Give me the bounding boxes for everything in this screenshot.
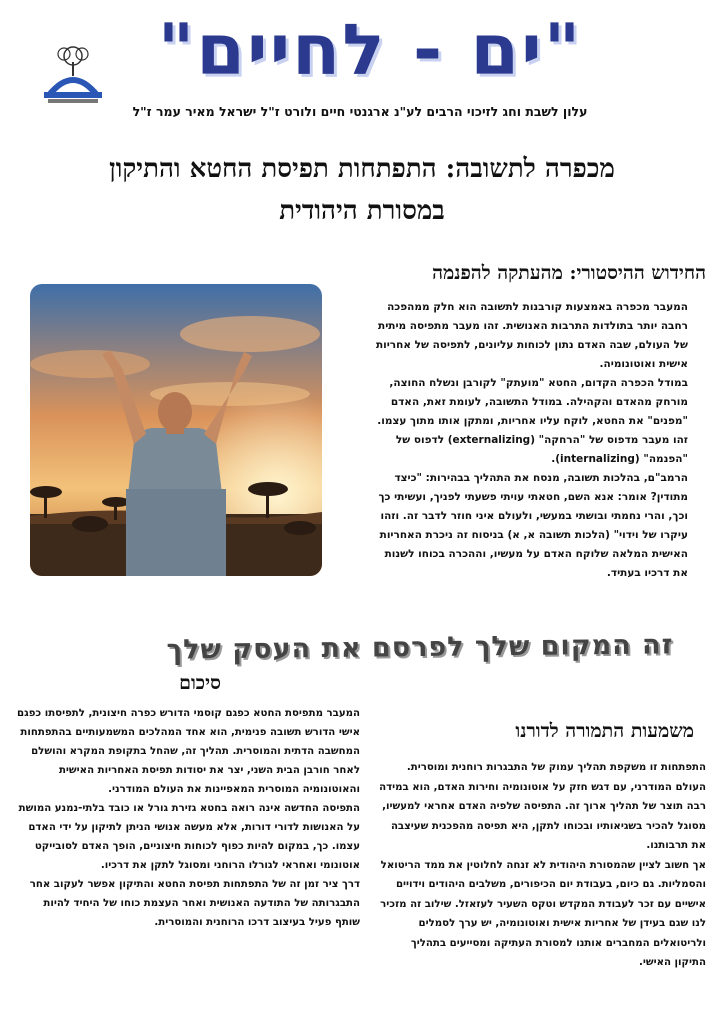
section1-paragraph: הרמב"ם, בהלכות תשובה, מנסח את התהליך בבהירות: "כיצד מתודין? אומר: אנא השם, חטאתי עויתי פשעתי לפניך, ועשיתי כך וכך, והרי נחמתי ובושתי במעשי, ולעולם איני חוזר לדבר זה. וזהו עיקרו של וידוי" (הלכות תשובה א, א) בניסוח זה ניכרת האחריות האישית המלאה שלוקח האדם על מעשיו, וההכרה בכוחו לשנות את דרכיו בעתיד.: [378, 472, 688, 579]
sunset-man-photo: [30, 284, 322, 576]
meaning-body: [376, 758, 706, 973]
summary-paragraph: המעבר מתפיסת החטא כפגם קוסמי הדורש כפרה חיצונית, לתפיסתו כפגם אישי הדורש תשובה פנימית, הוא אחד המהלכים המשמעותיים בהתפתחות המחשבה הדתית והמוסרית. תהליך זה, שהחל בתקופת המקרא והושלם לאחר חורבן הבית השני, יצר את יסודות תפיסת האחריות האישית והאוטונומיה המוסרית המאפיינות את העולם המודרני.: [17, 708, 360, 795]
summary-paragraph: התפיסה החדשה אינה רואה בחטא גזירת גורל או כובד בלתי-נמנע המושת על האנושות לדורי דורות, אלא מעשה אנושי הניתן לתיקון על ידי האדם עצמו. כך, במקום להיות כפוף לכוחות חיצוניים, הופך האדם לסובייקט אוטונומי ואחראי לגורלו הרוחני ומסוגל לתקן את דרכיו.: [18, 803, 360, 871]
summary-body: [16, 704, 360, 932]
page-title-line1: מכפרה לתשובה: התפתחות תפיסת החטא והתיקון: [109, 154, 615, 184]
meaning-paragraph: אך חשוב לציין שהמסורת היהודית לא זנחה לחלוטין את ממד הריטואל והסמליות. גם כיום, בעבודת יום הכיפורים, משלבים היהודים וידויים אישיים עם זכר לעבודת המקדש וטקס השעיר לעזאזל. שילוב זה מזכיר לנו שגם בעידן של אחריות אישית ואוטונומיה, יש ערך לסמלים ולריטואלים המחברים אותנו למסורת העתיקה ומסייעים בתהליך התיקון האישי.: [380, 859, 706, 968]
masthead: [0, 0, 724, 130]
summary-heading: סיכום: [179, 672, 221, 694]
meaning-paragraph: התפתחות זו משקפת תהליך עמוק של התבגרות רוחנית ומוסרית. העולם המודרני, עם דגש חזק על אוטונומיה וחירות האדם, הוא במידה רבה תוצר של תהליך ארוך זה. התפיסה שלפיה האדם אחראי למעשיו, מסוגל להכיר בשגיאותיו ובכוחו לתקן, היא תפיסה מהפכנית שעיצבה את תרבותנו.: [379, 762, 706, 851]
masthead-subline: עלון לשבת וחג לזיכוי הרבים לע"נ ארגנטי חיים ולורט ז"ל ישראל מאיר עמר ז"ל: [132, 104, 588, 119]
meaning-heading: משמעות התמורה לדורנו: [515, 720, 694, 742]
section1-paragraph: במודל הכפרה הקדום, החטא "מועתק" לקורבן ונשלח החוצה, מורחק מהאדם והקהילה. במודל התשובה, לעומת זאת, האדם "מפנים" את החטא, לוקח עליו אחריות, ומתקן אותו מתוך עצמו. זהו מעבר מדפוס של "הרחקה" (externalizing) לדפוס של "הפנמה" (internalizing).: [377, 377, 688, 465]
page-title-line2: במסורת היהודית: [279, 196, 445, 226]
section1-paragraph: המעבר מכפרה באמצעות קורבנות לתשובה הוא חלק ממהפכה רחבה יותר בתולדות התרבות האנושית. זהו מעבר מתפיסה מיתית של העולם, שבה האדם נתון לכוחות עליונים, לתפיסה של אחריות אישית ואוטונומיה.: [375, 301, 688, 370]
section1-heading: החידוש ההיסטורי: מהעתקה להפנמה: [432, 262, 706, 284]
section1-body: [368, 298, 688, 583]
tree-dome-logo-icon: [40, 42, 106, 104]
page-title: [20, 148, 704, 232]
ad-banner: זה המקום שלך לפרסם את העסק שלך: [166, 629, 674, 666]
masthead-title: "ים - לחיים": [157, 9, 583, 91]
summary-paragraph: דרך ציר זמן זה של התפתחות תפיסת החטא והתיקון אפשר לעקוב אחר התבגרותה של התודעה האנושית ואחר העצמת כוחו של היחיד להיות שותף פעיל בעיצוב דרכו הרוחנית והמוסרית.: [29, 879, 360, 928]
